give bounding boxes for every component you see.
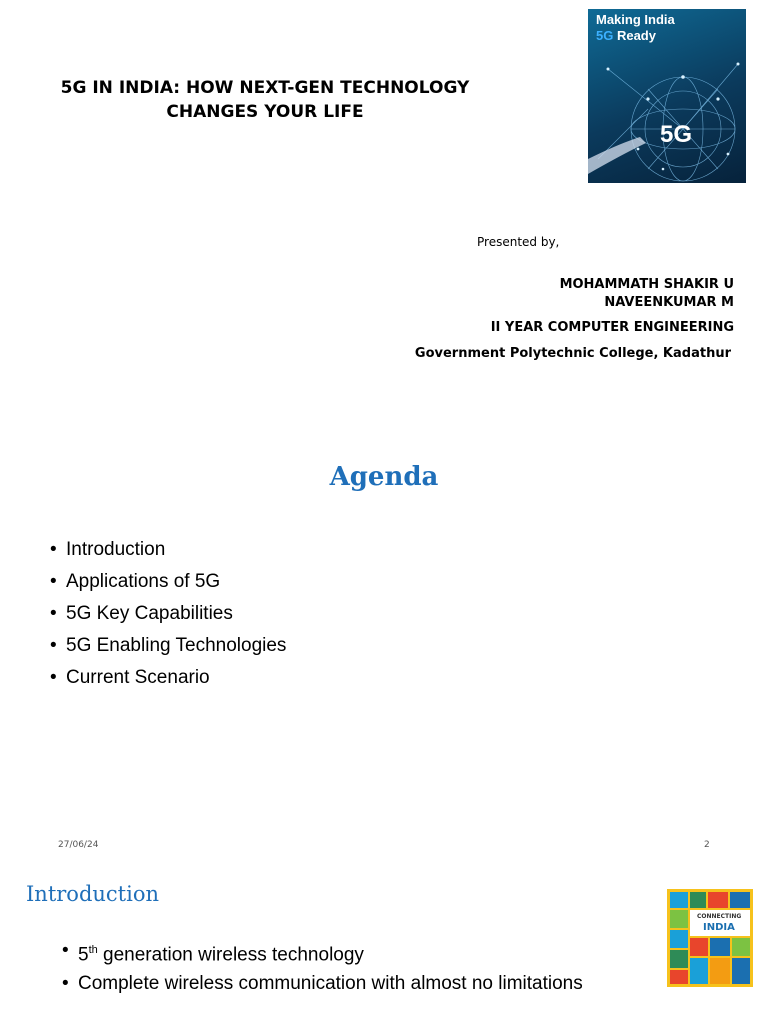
logo-text-top: CONNECTING — [697, 913, 742, 920]
college-name: Government Polytechnic College, Kadathur — [414, 346, 731, 361]
agenda-list — [50, 536, 286, 696]
cover-text-line1: Making India — [596, 12, 675, 27]
cover-5g-label: 5G — [660, 121, 693, 148]
agenda-item: • Applications of 5G — [50, 571, 221, 592]
cover-ready-text: Ready — [613, 28, 656, 43]
agenda-item: • Introduction — [50, 539, 166, 560]
connecting-india-mosaic — [667, 889, 753, 987]
slide-title — [30, 76, 500, 124]
slide-title-line2: CHANGES YOUR LIFE — [166, 102, 364, 122]
introduction-heading: Introduction — [26, 882, 159, 906]
logo-text-main: INDIA — [703, 922, 735, 933]
intro-bullet-2: • Complete wireless communication with almost no limitations — [62, 973, 583, 995]
cover-image — [588, 9, 746, 183]
slide-date: 27/06/24 — [58, 840, 99, 850]
presented-by-label: Presented by, — [477, 235, 560, 249]
intro-bullet-1: • 5th generation wireless technology — [62, 940, 364, 966]
introduction-list — [62, 940, 622, 1002]
agenda-heading: Agenda — [329, 462, 439, 492]
agenda-item: • 5G Key Capabilities — [50, 603, 233, 624]
author-name-2: NAVEENKUMAR M — [604, 295, 734, 310]
author-name-1: MOHAMMATH SHAKIR U — [559, 277, 734, 292]
cover-accent-5g: 5G — [596, 28, 614, 43]
connecting-india-logo — [667, 889, 753, 987]
slide-page-number: 2 — [704, 840, 710, 850]
department-year: II YEAR COMPUTER ENGINEERING — [490, 320, 734, 335]
agenda-item: • Current Scenario — [50, 667, 210, 688]
slide-title-line1: 5G IN INDIA: HOW NEXT-GEN TECHNOLOGY — [60, 78, 470, 98]
agenda-item: • 5G Enabling Technologies — [50, 635, 287, 656]
cover-text-line2 — [596, 28, 656, 43]
